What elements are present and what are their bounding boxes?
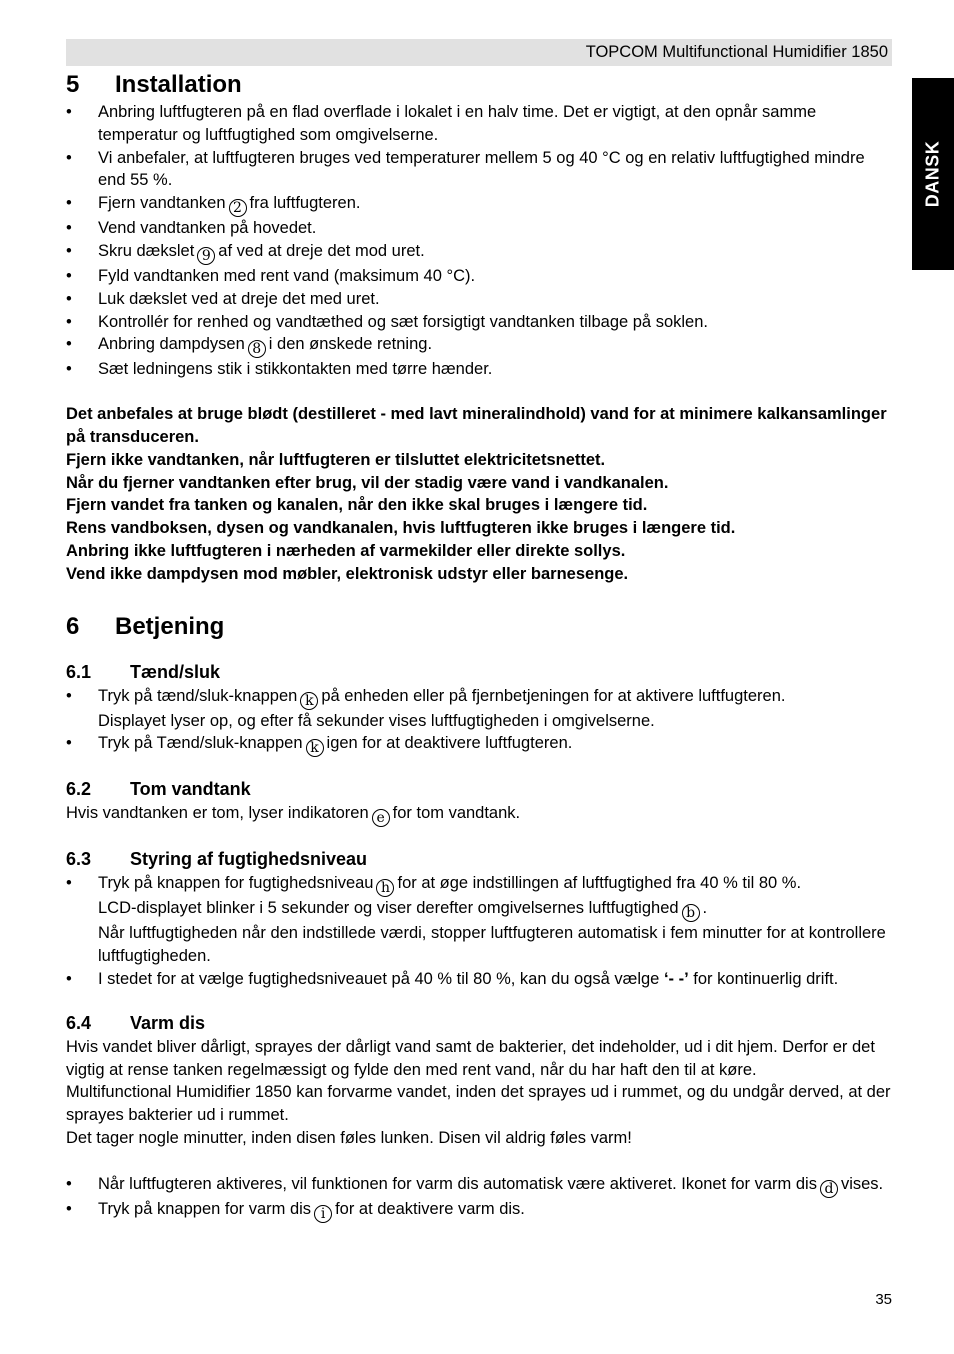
list-item: • Tryk på knappen for fugtighedsniveau h for at øge indstillingen af luftfugtighed fra 40 % til 80 %. LCD-displayet blinker i 5 sekunder og viser derefter omgivelsernes luftfugtighed b . Når luftfugtigheden når den indstillede værdi, stopper luftfugteren automatisk i fem minutter for at kontrollere luftfugtigheden. xyxy=(66,872,892,968)
list-item: • Vend vandtanken på hovedet. xyxy=(66,217,892,240)
section-6-1-heading: 6.1 Tænd/sluk xyxy=(66,661,221,682)
section-6-2-heading: 6.2 Tom vandtank xyxy=(66,779,251,800)
section-6-3-heading: 6.3 Styring af fugtighedsniveau xyxy=(66,849,368,870)
list-item: • Luk dækslet ved at dreje det med uret. xyxy=(66,288,892,311)
header-title: TOPCOM Multifunctional Humidifier 1850 xyxy=(585,43,888,61)
warning-text: Når du fjerner vandtanken efter brug, vil der stadig være vand i vandkanalen. xyxy=(66,473,669,492)
list-item: • Fjern vandtanken 2 fra luftfugteren. xyxy=(66,192,892,217)
list-item: • Kontrollér for renhed og vandtæthed og sæt forsigtigt vandtanken tilbage på soklen. xyxy=(66,311,892,334)
warm-mist-display-icon: d xyxy=(820,1180,838,1198)
empty-tank-text: Hvis vandtanken er tom, lyser indikatoren e for tom vandtank. xyxy=(66,804,521,827)
installation-list xyxy=(66,101,892,381)
power-button-icon: k xyxy=(306,739,324,757)
warning-text: Rens vandboksen, dysen og vandkanalen, hvis luftfugteren ikke bruges i længere tid. xyxy=(66,519,736,538)
list-item: • Anbring dampdysen 8 i den ønskede retning. xyxy=(66,333,892,358)
section-5-heading: 5 Installation xyxy=(66,71,242,98)
power-button-icon: k xyxy=(300,692,318,710)
warning-text: Det anbefales at bruge blødt (destilleret - med lavt mineralindhold) vand for at minimere kalkansamlinger på transduceren. xyxy=(66,405,887,446)
list-item: • Når luftfugteren aktiveres, vil funktionen for varm dis automatisk være aktiveret. Ikonet for varm dis d vises. xyxy=(66,1173,892,1198)
list-item: • Anbring luftfugteren på en flad overflade i lokalet i en halv time. Det er vigtigt, at den opnår samme temperatur og luftfugtighed som omgivelserne. xyxy=(66,101,892,147)
humidity-display-icon: b xyxy=(682,904,700,922)
list-item: • Fyld vandtanken med rent vand (maksimum 40 °C). xyxy=(66,265,892,288)
section-6-4-heading: 6.4 Varm dis xyxy=(66,1012,206,1033)
warm-mist-button-icon: i xyxy=(314,1205,332,1223)
humidity-button-icon: h xyxy=(376,879,394,897)
language-tab-label: DANSK xyxy=(922,140,943,208)
water-tank-number-icon: 2 xyxy=(229,199,247,217)
lid-number-icon: 9 xyxy=(197,247,215,265)
humidity-list xyxy=(66,872,892,990)
section-6-heading: 6 Betjening xyxy=(66,612,225,640)
warning-text: Vend ikke dampdysen mod møbler, elektronisk udstyr eller barnesenge. xyxy=(66,564,629,583)
list-item: • Vi anbefaler, at luftfugteren bruges ved temperaturer mellem 5 og 40 °C og en relativ luftfugtighed mindre end 55 %. xyxy=(66,147,892,193)
page-number: 35 xyxy=(875,1291,892,1308)
language-tab xyxy=(912,78,954,270)
header-bar xyxy=(66,39,892,66)
warning-text: Fjern vandet fra tanken og kanalen, når den ikke skal bruges i længere tid. xyxy=(66,496,648,515)
list-item: • Sæt ledningens stik i stikkontakten med tørre hænder. xyxy=(66,358,892,381)
warnings-block xyxy=(66,403,892,585)
list-item: • Skru dækslet 9 af ved at dreje det mod uret. xyxy=(66,240,892,265)
list-item: • I stedet for at vælge fugtighedsniveauet på 40 % til 80 %, kan du også vælge ‘- -’ for kontinuerlig drift. xyxy=(66,968,892,991)
power-list xyxy=(66,685,892,758)
nozzle-number-icon: 8 xyxy=(248,340,266,358)
warm-mist-list xyxy=(66,1173,892,1223)
warning-text: Fjern ikke vandtanken, når luftfugteren er tilsluttet elektricitetsnettet. xyxy=(66,450,606,469)
warning-text: Anbring ikke luftfugteren i nærheden af varmekilder eller direkte sollys. xyxy=(66,541,626,560)
warm-mist-text: Hvis vandet bliver dårligt, sprayes der dårligt vand samt de bakterier, det indeholder, ud i dit hjem. Derfor er det vigtig at rense tanken regelmæssigt og fylde den med rent vand, når du har haft den til at køre. Multifunctional Humidifier 1850 kan forvarme vandet, inden det sprayes ud i rummet, og du undgår derved, at der sprayes bakterier ud i rummet. Det tager nogle minutter, inden disen føles lunken. Disen vil aldrig føles varm! xyxy=(66,1037,891,1147)
list-item: • Tryk på tænd/sluk-knappen k på enheden eller på fjernbetjeningen for at aktivere luftfugteren. Displayet lyser op, og efter få sekunder vises luftfugtigheden i omgivelserne. xyxy=(66,685,892,733)
list-item: • Tryk på knappen for varm dis i for at deaktivere varm dis. xyxy=(66,1198,892,1223)
page-content xyxy=(66,68,892,1223)
list-item: • Tryk på Tænd/sluk-knappen k igen for at deaktivere luftfugteren. xyxy=(66,732,892,757)
empty-tank-indicator-icon: e xyxy=(372,809,390,827)
